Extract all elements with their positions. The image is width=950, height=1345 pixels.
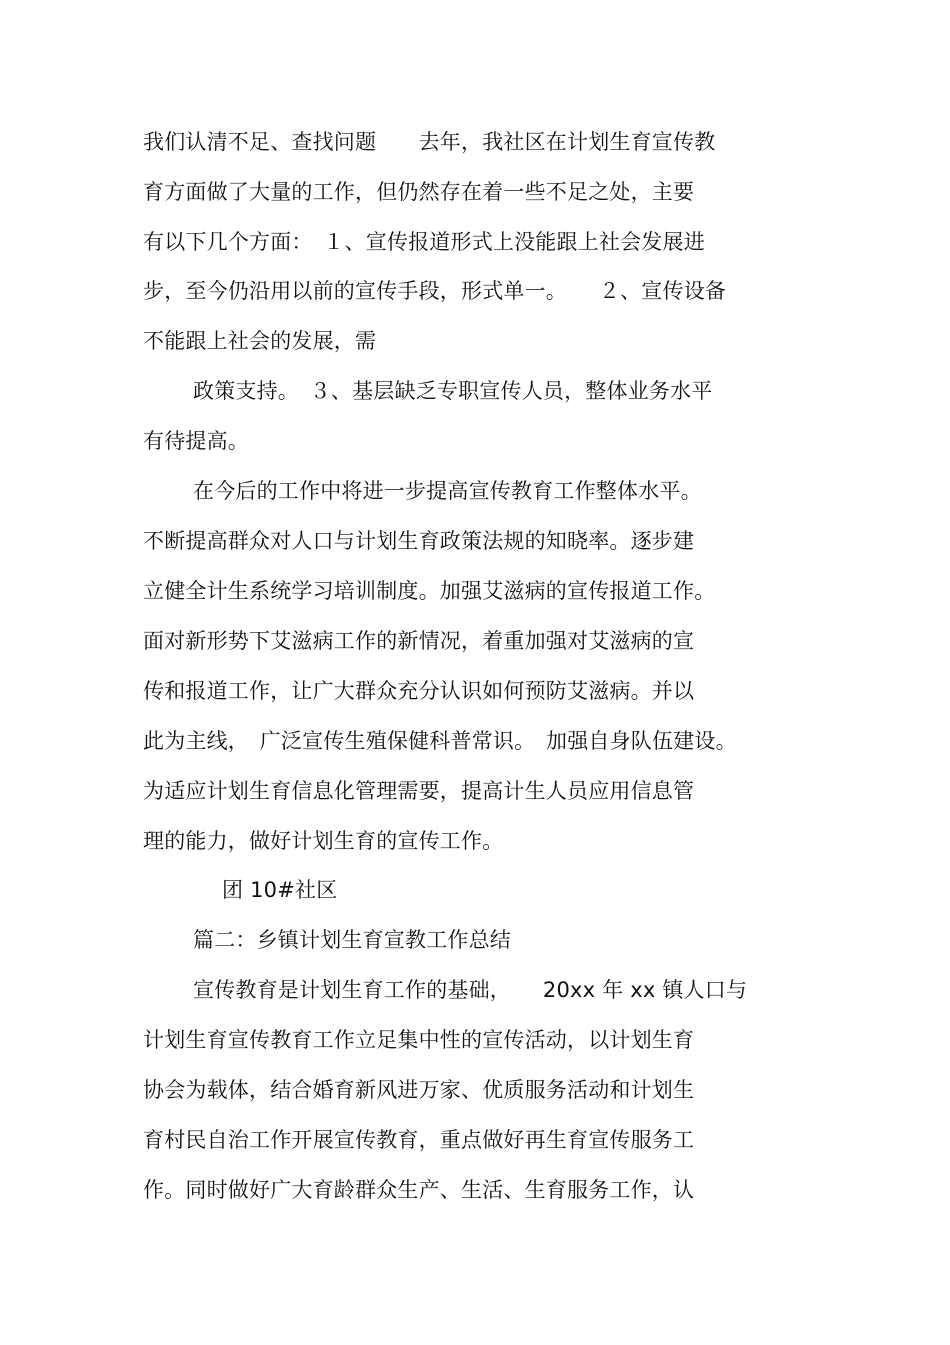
text-line: 协会为载体，结合婚育新风进万家、优质服务活动和计划生	[143, 1078, 695, 1102]
text-line: 此为主线， 广泛宣传生殖保健科普常识。 加强自身队伍建设。	[143, 729, 737, 753]
text-line: 步，至今仍沿用以前的宣传手段，形式单一。 ２、宣传设备	[143, 279, 727, 303]
text-line: 计划生育宣传教育工作立足集中性的宣传活动，以计划生育	[143, 1028, 695, 1052]
text-line: 有以下几个方面： １、宣传报道形式上没能跟上社会发展进	[143, 230, 705, 254]
text-line: 立健全计生系统学习培训制度。加强艾滋病的宣传报道工作。	[143, 579, 716, 603]
text-line: 作。同时做好广大育龄群众生产、生活、生育服务工作，认	[143, 1178, 695, 1202]
text-line: 有待提高。	[143, 429, 249, 453]
text-line: 政策支持。 ３、基层缺乏专职宣传人员，整体业务水平	[193, 379, 713, 403]
text-line: 不断提高群众对人口与计划生育政策法规的知晓率。逐步建	[143, 529, 695, 553]
text-line: 面对新形势下艾滋病工作的新情况，着重加强对艾滋病的宣	[143, 629, 695, 653]
text-line: 宣传教育是计划生育工作的基础， 20xx 年 xx 镇人口与	[193, 978, 748, 1002]
text-line: 育方面做了大量的工作，但仍然存在着一些不足之处，主要	[143, 180, 695, 204]
signature-line: 团 10#社区	[222, 878, 338, 902]
text-line: 育村民自治工作开展宣传教育，重点做好再生育宣传服务工	[143, 1128, 695, 1152]
text-line: 我们认清不足、查找问题 去年，我社区在计划生育宣传教	[143, 130, 716, 154]
text-line: 不能跟上社会的发展，需	[143, 329, 377, 353]
text-line: 理的能力，做好计划生育的宣传工作。	[143, 829, 504, 853]
text-line: 在今后的工作中将进一步提高宣传教育工作整体水平。	[193, 479, 702, 503]
section-heading: 篇二：乡镇计划生育宣教工作总结	[193, 928, 511, 952]
text-line: 为适应计划生育信息化管理需要，提高计生人员应用信息管	[143, 779, 695, 803]
text-line: 传和报道工作，让广大群众充分认识如何预防艾滋病。并以	[143, 679, 695, 703]
